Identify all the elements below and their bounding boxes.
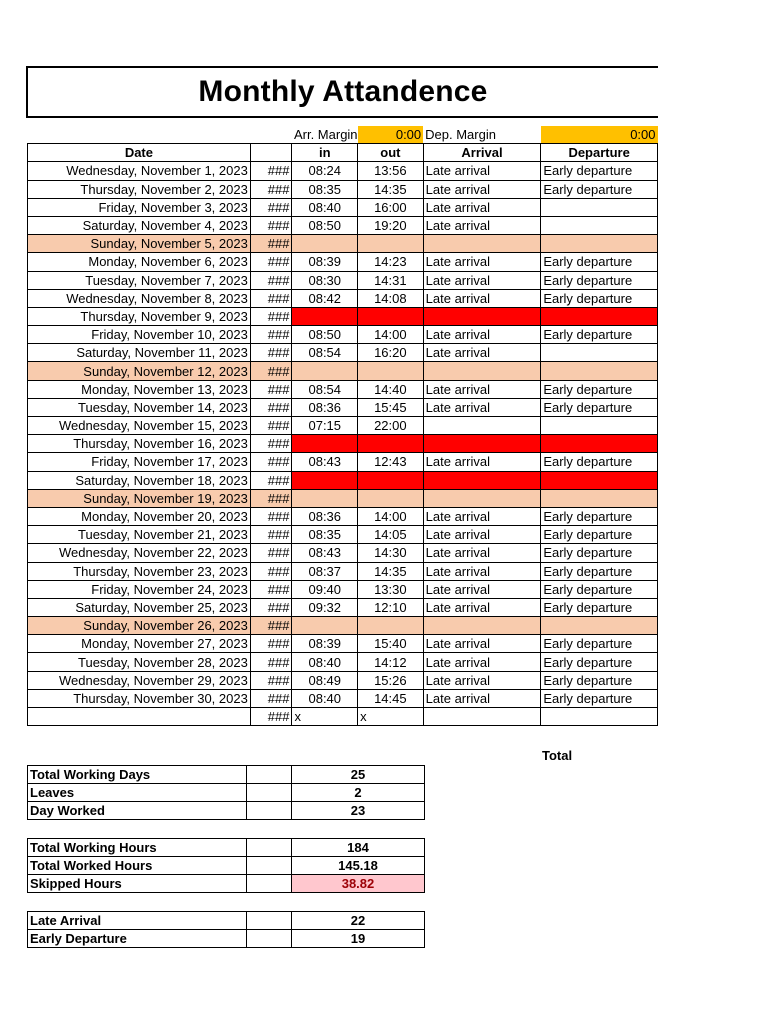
cell-out[interactable]: 14:12 [358,653,424,671]
cell-in[interactable] [292,489,358,507]
summary-blank[interactable] [247,857,292,875]
table-row [28,671,658,689]
cell-hash[interactable]: ### [250,489,292,507]
cell-departure[interactable]: Early departure [541,398,658,416]
cell-in[interactable]: 08:36 [292,398,358,416]
cell-in[interactable]: 08:54 [292,344,358,362]
table-row [28,435,658,453]
cell-hash[interactable]: ### [250,271,292,289]
cell-date[interactable]: Wednesday, November 22, 2023 [28,544,251,562]
table-row [28,216,658,234]
summary-blank[interactable] [247,802,292,820]
summary-value[interactable]: 23 [292,802,425,820]
total-row [28,708,658,726]
cell-hash[interactable]: ### [250,562,292,580]
summary-blank[interactable] [247,784,292,802]
cell-hash[interactable]: ### [250,326,292,344]
cell-in[interactable]: 08:39 [292,635,358,653]
cell-out[interactable]: 14:23 [358,253,424,271]
table-row [28,580,658,598]
cell-in[interactable] [292,617,358,635]
cell-arrival[interactable]: Late arrival [423,562,541,580]
cell-hash[interactable]: ### [250,362,292,380]
cell-arrival[interactable]: Late arrival [423,453,541,471]
cell-arrival[interactable] [423,617,541,635]
cell-date[interactable]: Thursday, November 16, 2023 [28,435,251,453]
table-row [28,617,658,635]
summary-blank[interactable] [247,839,292,857]
cell-hash[interactable]: ### [250,580,292,598]
cell-date[interactable]: Thursday, November 9, 2023 [28,307,251,325]
cell-in[interactable]: 08:37 [292,562,358,580]
cell-out[interactable] [358,471,424,489]
table-row [28,653,658,671]
cell-arrival[interactable]: Late arrival [423,271,541,289]
table-row [28,307,658,325]
summary-row [28,912,425,930]
cell-in[interactable] [292,307,358,325]
cell-in[interactable] [292,471,358,489]
cell-hash[interactable]: ### [250,216,292,234]
cell-in[interactable]: 08:40 [292,198,358,216]
cell-departure[interactable]: Early departure [541,289,658,307]
table-row [28,235,658,253]
cell-arrival[interactable]: Late arrival [423,635,541,653]
dep-margin-label: Dep. Margin [425,127,496,143]
summary-label[interactable]: Leaves [28,784,247,802]
cell-date[interactable]: Thursday, November 23, 2023 [28,562,251,580]
table-row [28,526,658,544]
cell-departure[interactable]: Early departure [541,689,658,707]
cell-departure[interactable]: Early departure [541,526,658,544]
cell-date[interactable] [28,708,251,726]
cell-arrival[interactable]: Late arrival [423,689,541,707]
cell-date[interactable]: Sunday, November 26, 2023 [28,617,251,635]
cell-out[interactable]: 15:40 [358,635,424,653]
cell-arrival[interactable]: Late arrival [423,289,541,307]
cell-arrival[interactable]: Late arrival [423,180,541,198]
cell-in[interactable]: 08:43 [292,544,358,562]
header-out[interactable]: out [358,144,424,162]
cell-in[interactable]: 08:24 [292,162,358,180]
cell-hash[interactable]: ### [250,344,292,362]
cell-out[interactable] [358,617,424,635]
cell-date[interactable]: Saturday, November 11, 2023 [28,344,251,362]
summary-blank[interactable] [247,912,292,930]
cell-out[interactable]: 14:45 [358,689,424,707]
summary-row [28,766,425,784]
cell-departure[interactable]: Early departure [541,326,658,344]
cell-hash[interactable]: ### [250,380,292,398]
margin-row [28,126,658,144]
cell-hash[interactable]: ### [250,544,292,562]
cell-date[interactable]: Wednesday, November 29, 2023 [28,671,251,689]
cell-hash[interactable]: ### [250,435,292,453]
page-title: Monthly Attandence [198,75,488,108]
cell-departure[interactable] [541,708,658,726]
cell-out[interactable]: 19:20 [358,216,424,234]
cell-date[interactable]: Saturday, November 18, 2023 [28,471,251,489]
cell-departure[interactable] [541,344,658,362]
cell-departure[interactable] [541,307,658,325]
table-row [28,507,658,525]
cell-arrival[interactable]: Late arrival [423,544,541,562]
cell-hash[interactable]: ### [250,307,292,325]
cell-out[interactable]: 14:35 [358,562,424,580]
empty-cell [28,126,251,144]
table-row [28,326,658,344]
cell-out[interactable]: 14:35 [358,180,424,198]
cell-hash[interactable]: ### [250,526,292,544]
cell-in[interactable]: 09:32 [292,598,358,616]
cell-out[interactable]: 14:00 [358,326,424,344]
cell-departure[interactable] [541,417,658,435]
table-row [28,598,658,616]
summary-value[interactable]: 145.18 [292,857,425,875]
cell-arrival[interactable] [423,417,541,435]
summary-label[interactable]: Day Worked [28,802,247,820]
cell-departure[interactable] [541,362,658,380]
cell-date[interactable]: Wednesday, November 15, 2023 [28,417,251,435]
cell-hash[interactable]: ### [250,635,292,653]
cell-hash[interactable]: ### [250,235,292,253]
cell-hash[interactable]: ### [250,598,292,616]
summary-table [27,911,425,948]
cell-hash[interactable]: ### [250,653,292,671]
cell-hash[interactable]: ### [250,289,292,307]
cell-arrival[interactable]: Late arrival [423,380,541,398]
cell-date[interactable]: Tuesday, November 14, 2023 [28,398,251,416]
cell-out[interactable]: 13:56 [358,162,424,180]
table-row [28,562,658,580]
cell-departure[interactable] [541,235,658,253]
table-row [28,489,658,507]
summary-table [27,765,425,820]
cell-out[interactable]: 14:31 [358,271,424,289]
header-in[interactable]: in [292,144,358,162]
cell-in[interactable]: 08:50 [292,326,358,344]
cell-departure[interactable]: Early departure [541,507,658,525]
cell-date[interactable]: Friday, November 24, 2023 [28,580,251,598]
cell-arrival[interactable]: Late arrival [423,398,541,416]
table-row [28,689,658,707]
table-row [28,362,658,380]
table-row [28,635,658,653]
cell-departure[interactable]: Early departure [541,598,658,616]
cell-departure[interactable] [541,471,658,489]
cell-out[interactable]: 22:00 [358,417,424,435]
cell-departure[interactable]: Early departure [541,271,658,289]
cell-in[interactable]: 08:54 [292,380,358,398]
cell-hash[interactable]: ### [250,689,292,707]
cell-arrival[interactable]: Late arrival [423,580,541,598]
cell-departure[interactable]: Early departure [541,544,658,562]
cell-date[interactable]: Wednesday, November 1, 2023 [28,162,251,180]
cell-departure[interactable] [541,216,658,234]
cell-hash[interactable]: ### [250,417,292,435]
cell-departure[interactable]: Early departure [541,635,658,653]
cell-out[interactable]: 14:40 [358,380,424,398]
header-date[interactable]: Date [28,144,251,162]
cell-arrival[interactable] [423,235,541,253]
summary-value[interactable]: 184 [292,839,425,857]
table-row [28,271,658,289]
total-label: Total [542,748,573,763]
attendance-table [27,126,658,726]
cell-out[interactable]: 14:05 [358,526,424,544]
cell-hash[interactable]: ### [250,253,292,271]
cell-date[interactable]: Tuesday, November 28, 2023 [28,653,251,671]
cell-hash[interactable]: ### [250,453,292,471]
cell-date[interactable]: Thursday, November 30, 2023 [28,689,251,707]
header-departure[interactable]: Departure [541,144,658,162]
table-row [28,180,658,198]
cell-out[interactable]: 15:45 [358,398,424,416]
cell-date[interactable]: Monday, November 27, 2023 [28,635,251,653]
table-row [28,162,658,180]
cell-date[interactable]: Saturday, November 25, 2023 [28,598,251,616]
cell-departure[interactable] [541,489,658,507]
cell-date[interactable]: Friday, November 17, 2023 [28,453,251,471]
cell-date[interactable]: Sunday, November 5, 2023 [28,235,251,253]
cell-out[interactable]: x [358,708,424,726]
cell-in[interactable]: 08:39 [292,253,358,271]
cell-hash[interactable]: ### [250,398,292,416]
cell-in[interactable]: x [292,708,358,726]
cell-arrival[interactable] [423,362,541,380]
cell-out[interactable]: 14:08 [358,289,424,307]
cell-arrival[interactable] [423,307,541,325]
cell-departure[interactable]: Early departure [541,180,658,198]
cell-date[interactable]: Tuesday, November 7, 2023 [28,271,251,289]
cell-in[interactable]: 08:35 [292,180,358,198]
cell-date[interactable]: Monday, November 6, 2023 [28,253,251,271]
cell-in[interactable]: 08:35 [292,526,358,544]
cell-hash[interactable]: ### [250,708,292,726]
cell-arrival[interactable]: Late arrival [423,598,541,616]
cell-out[interactable]: 12:10 [358,598,424,616]
cell-out[interactable]: 14:30 [358,544,424,562]
cell-out[interactable] [358,307,424,325]
header-blank[interactable] [250,144,292,162]
cell-date[interactable]: Monday, November 20, 2023 [28,507,251,525]
cell-hash[interactable]: ### [250,198,292,216]
table-row [28,544,658,562]
cell-date[interactable]: Thursday, November 2, 2023 [28,180,251,198]
cell-arrival[interactable] [423,471,541,489]
cell-date[interactable]: Wednesday, November 8, 2023 [28,289,251,307]
cell-in[interactable]: 08:42 [292,289,358,307]
cell-arrival[interactable]: Late arrival [423,526,541,544]
summary-row [28,802,425,820]
summary-label[interactable]: Total Working Hours [28,839,247,857]
summary-blank[interactable] [247,875,292,893]
header-arrival[interactable]: Arrival [423,144,541,162]
cell-arrival[interactable]: Late arrival [423,344,541,362]
cell-date[interactable]: Monday, November 13, 2023 [28,380,251,398]
table-row [28,417,658,435]
cell-in[interactable]: 07:15 [292,417,358,435]
cell-in[interactable]: 08:40 [292,653,358,671]
cell-date[interactable]: Saturday, November 4, 2023 [28,216,251,234]
cell-arrival[interactable]: Late arrival [423,326,541,344]
cell-in[interactable]: 08:30 [292,271,358,289]
summary-row [28,839,425,857]
summary-label[interactable]: Total Worked Hours [28,857,247,875]
cell-arrival[interactable]: Late arrival [423,162,541,180]
dep-margin-value[interactable]: 0:00 [541,126,658,144]
summary-row [28,875,425,893]
cell-hash[interactable]: ### [250,507,292,525]
table-row [28,289,658,307]
summary-label[interactable]: Late Arrival [28,912,247,930]
cell-in[interactable]: 08:40 [292,689,358,707]
cell-date[interactable]: Tuesday, November 21, 2023 [28,526,251,544]
summary-row [28,784,425,802]
cell-departure[interactable]: Early departure [541,671,658,689]
empty-cell [250,126,292,144]
summary-label[interactable]: Early Departure [28,930,247,948]
cell-arrival[interactable]: Late arrival [423,198,541,216]
cell-arrival[interactable]: Late arrival [423,653,541,671]
summary-table [27,838,425,893]
cell-date[interactable]: Sunday, November 19, 2023 [28,489,251,507]
table-row [28,453,658,471]
cell-date[interactable]: Sunday, November 12, 2023 [28,362,251,380]
cell-out[interactable]: 16:00 [358,198,424,216]
cell-hash[interactable]: ### [250,471,292,489]
cell-arrival[interactable] [423,708,541,726]
table-row [28,380,658,398]
cell-departure[interactable]: Early departure [541,580,658,598]
cell-arrival[interactable]: Late arrival [423,507,541,525]
cell-hash[interactable]: ### [250,617,292,635]
cell-departure[interactable]: Early departure [541,380,658,398]
cell-in[interactable] [292,435,358,453]
cell-departure[interactable]: Early departure [541,653,658,671]
cell-out[interactable] [358,489,424,507]
table-row [28,471,658,489]
cell-arrival[interactable] [423,489,541,507]
header-row [28,144,658,162]
cell-out[interactable]: 12:43 [358,453,424,471]
cell-in[interactable] [292,362,358,380]
cell-out[interactable]: 15:26 [358,671,424,689]
cell-hash[interactable]: ### [250,180,292,198]
cell-date[interactable]: Friday, November 10, 2023 [28,326,251,344]
summary-value[interactable]: 25 [292,766,425,784]
summary-value[interactable]: 38.82 [292,875,425,893]
table-row [28,198,658,216]
cell-out[interactable] [358,362,424,380]
summary-row [28,930,425,948]
cell-in[interactable]: 08:36 [292,507,358,525]
cell-out[interactable]: 14:00 [358,507,424,525]
summary-value[interactable]: 22 [292,912,425,930]
cell-out[interactable]: 13:30 [358,580,424,598]
table-row [28,344,658,362]
cell-departure[interactable] [541,198,658,216]
title-box [26,66,658,118]
cell-departure[interactable] [541,435,658,453]
cell-arrival[interactable]: Late arrival [423,216,541,234]
summary-value[interactable]: 2 [292,784,425,802]
cell-departure[interactable]: Early departure [541,453,658,471]
summary-value[interactable]: 19 [292,930,425,948]
cell-departure[interactable]: Early departure [541,162,658,180]
cell-hash[interactable]: ### [250,162,292,180]
summary-row [28,857,425,875]
cell-out[interactable] [358,435,424,453]
arr-margin-value[interactable]: 0:00 [358,126,424,144]
cell-out[interactable] [358,235,424,253]
cell-arrival[interactable]: Late arrival [423,671,541,689]
cell-in[interactable]: 08:49 [292,671,358,689]
table-row [28,398,658,416]
cell-in[interactable]: 08:50 [292,216,358,234]
cell-out[interactable]: 16:20 [358,344,424,362]
cell-arrival[interactable]: Late arrival [423,253,541,271]
cell-in[interactable]: 09:40 [292,580,358,598]
summary-label[interactable]: Total Working Days [28,766,247,784]
cell-departure[interactable]: Early departure [541,253,658,271]
cell-in[interactable]: 08:43 [292,453,358,471]
cell-departure[interactable] [541,617,658,635]
summary-label[interactable]: Skipped Hours [28,875,247,893]
cell-departure[interactable]: Early departure [541,562,658,580]
cell-in[interactable] [292,235,358,253]
arr-margin-label: Arr. Margin [293,127,358,143]
summary-blank[interactable] [247,930,292,948]
cell-date[interactable]: Friday, November 3, 2023 [28,198,251,216]
table-row [28,253,658,271]
cell-hash[interactable]: ### [250,671,292,689]
cell-arrival[interactable] [423,435,541,453]
summary-blank[interactable] [247,766,292,784]
